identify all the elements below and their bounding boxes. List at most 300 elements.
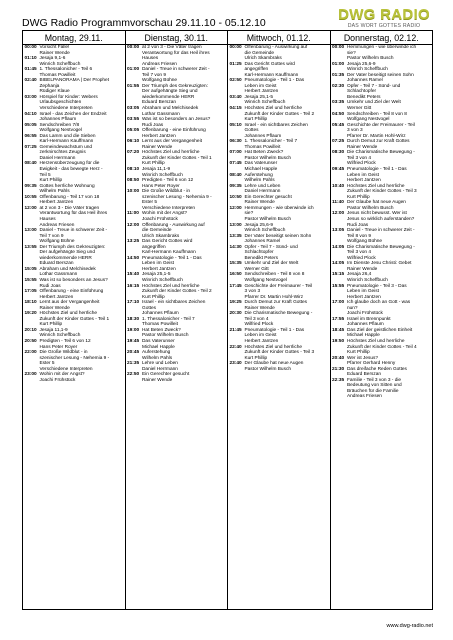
program-time: 16:50 — [229, 272, 242, 278]
program-entry — [331, 367, 433, 378]
program-time: 07:25 — [24, 144, 37, 150]
program-time: 00:00 — [127, 45, 140, 50]
program-entry — [126, 106, 228, 117]
program-time: 08:40 — [229, 172, 242, 178]
program-entry — [23, 328, 125, 339]
program-entry — [228, 150, 330, 161]
program-description: Das Ziel der geistlichen Einheit Michael Happle — [347, 327, 413, 339]
program-description: Gemeindewachstum und zerknirschtes Zeugnis Daniel Herrmann — [39, 144, 93, 161]
program-description: Pneumatologie - Teil 1 - Das Leben im Geist Herbert Jantzen — [142, 255, 202, 272]
program-time: 11:40 — [332, 200, 344, 206]
program-entry — [228, 95, 330, 106]
program-entry — [228, 184, 330, 195]
program-description: Hemmungen - wie überwinde ich sie? Pastor Wilhelm Busch — [244, 205, 314, 222]
program-time: 10:50 — [229, 194, 242, 200]
program-description: Pneumatologie - Teil 3 - Das Leben im Geist Herbert Jantzen — [347, 283, 407, 300]
program-time: 16:15 — [127, 283, 140, 289]
program-time: 14:30 — [229, 244, 242, 250]
program-entry — [331, 356, 433, 367]
program-entry — [23, 350, 125, 372]
program-time: 17:05 — [24, 289, 37, 295]
program-description: Der Triumph des Gekreuzigten: Der aufgehängte Sieg und wiederkommende HERR Eduard Berszan — [142, 83, 209, 106]
day-column-thursday — [330, 45, 433, 610]
program-time: 06:30 — [229, 139, 242, 145]
schedule-table — [22, 30, 433, 610]
program-time: 10:55 — [24, 194, 37, 200]
program-entry — [126, 167, 228, 178]
program-entry — [228, 123, 330, 140]
program-description: at 2 von 3 - Die Väter tragen Verantwortung für das Heil ihres Hauses Andreas Friesen — [142, 45, 210, 67]
program-entry — [126, 339, 228, 350]
program-description: BIBELPANORAMA | Der Prophet Zephanja Rüdiger Klaue — [39, 78, 110, 95]
program-description: Gottes herrliche Wohnung Wilhelm Pahls — [39, 183, 95, 195]
program-time: 22:00 — [24, 350, 37, 356]
program-time: 03:40 — [229, 94, 242, 100]
program-description: Der Glaube hat neue Augen Pastor Wilhelm Busch — [244, 361, 304, 372]
program-description: Jesaja 25,6-9 Winrich Scheffbuch — [347, 61, 388, 73]
program-description: Höchstes Ziel und herrliche Zukunft der Kinder Gottes - Teil 3 Kurt Phillip — [244, 344, 315, 361]
program-time: 23:40 — [229, 361, 242, 367]
program-time: 20:45 — [127, 350, 140, 356]
program-entry — [228, 62, 330, 79]
program-description: Sendschreiben 7/8 Wolfgang Nestvogel — [39, 122, 82, 134]
program-description: Höchstes Ziel und herrliche Zukunft der Kinder Gottes - Teil 2 Kurt Phillip — [244, 106, 315, 123]
program-entry — [228, 361, 330, 372]
program-time: 06:10 — [127, 139, 140, 145]
program-time: 17:10 — [127, 300, 140, 306]
program-description: Jesaja 25,6-9 Winrich Scheffbuch — [244, 222, 286, 234]
program-entry — [228, 161, 330, 172]
program-description: Offenbarung - Auswirkung auf die Gemeinde Ulrich Skambraks — [244, 45, 308, 62]
program-entry — [126, 211, 228, 222]
program-entry — [331, 245, 433, 262]
program-entry — [228, 311, 330, 328]
program-time: 15:40 — [127, 272, 140, 278]
program-description: Lernt aus der Vergangenheit Rainer Wende — [142, 139, 202, 150]
program-description: Höchstes Ziel und herrliche Zukunft der Kinder Gottes - Teil 2 Kurt Phillip — [142, 283, 212, 300]
program-description: Im Dienste Jesu Christi: Gebet Rainer Wende — [347, 261, 412, 272]
program-description: Höchstes Ziel und herrliche Zukunft der Kinder Gottes - Teil 1 Kurt Phillip — [39, 311, 110, 328]
program-entry — [228, 300, 330, 311]
program-description: Pneumatologie - Teil 1 - Das Leben im Geist Herbert Jantzen — [244, 78, 305, 95]
program-time: 08:40 — [24, 161, 37, 167]
program-time: 17:45 — [229, 283, 242, 289]
program-time: 21:30 — [332, 366, 345, 372]
program-time: 15:35 — [229, 261, 242, 267]
program-description: Geschichte der Freimaurer - Teil 3 von 3 Pfarrer Dr. Martin Hohl-Wirz — [244, 283, 313, 300]
program-time: 04:10 — [24, 111, 37, 117]
program-time: 19:00 — [127, 327, 140, 333]
program-description: Durch Demut zur Kraft Gottes Rainer Wende — [244, 300, 308, 311]
program-time: 06:55 — [24, 133, 37, 139]
program-entry — [23, 145, 125, 162]
program-entry — [126, 150, 228, 167]
program-time: 18:45 — [332, 327, 345, 333]
program-entry — [228, 234, 330, 245]
program-time: 20:10 — [24, 327, 37, 333]
program-entry — [228, 206, 330, 223]
program-entry — [228, 173, 330, 184]
program-description: Umkehr und Ziel der Welt Werner Gitt — [244, 261, 299, 272]
program-entry — [23, 195, 125, 206]
program-description: Abraham und Melchisedek Lothar Gassmann — [142, 106, 199, 117]
program-description: Offenbarung - Auswirkung auf die Gemeinde Ulrich Skambraks — [142, 222, 205, 239]
program-description: Daniel - Treue in schwerer Zeit - Teil 8 von 9 Wolfgang Bühne — [347, 228, 415, 245]
program-description: Jesaja 11,1-9 Winrich Scheffbuch — [142, 167, 183, 178]
program-time: 05:10 — [229, 122, 242, 128]
program-entry — [331, 73, 433, 84]
program-entry — [228, 245, 330, 262]
program-description: Hat Beten Zweck? Pastor Wilhelm Busch — [244, 150, 291, 161]
program-description: Ein Gerechter gesucht Rainer Wende — [142, 372, 190, 383]
footer-url: www.dwg-radio.net — [386, 623, 433, 629]
program-time: 12:00 — [229, 205, 242, 211]
program-description: Jesus nicht bewusst. Wer ist Jesus so wirklich auferstanden? Rudi Joas — [347, 211, 415, 228]
program-description: Israel - ein sichtbares Zeichen Gottes Johannes Pflaum — [244, 122, 308, 139]
program-entry — [126, 84, 228, 106]
program-entry — [23, 78, 125, 95]
program-description: Was ist so besonders an Jesus? Rudi Joas — [142, 117, 211, 128]
program-time: 10:40 — [332, 183, 345, 189]
program-description: Offenbarung - Teil 17 von 18 Herbert Jantzen — [39, 194, 100, 206]
program-time: 15:05 — [24, 266, 37, 272]
program-entry — [126, 328, 228, 339]
program-entry — [126, 272, 228, 283]
program-entry — [126, 239, 228, 256]
program-time: 13:55 — [24, 244, 37, 250]
program-description: Hat Beten Zweck? Pastor Wilhelm Busch — [142, 327, 189, 339]
program-time: 21:35 — [127, 361, 140, 367]
program-entry — [126, 300, 228, 317]
program-description: Jesaja 25,1-5 Winrich Scheffbuch — [244, 94, 286, 106]
program-entry — [331, 123, 433, 140]
program-time: 23:00 — [24, 372, 37, 378]
program-time: 01:10 — [24, 56, 37, 62]
program-entry — [23, 134, 125, 145]
program-description: Das Gericht Gottes wird angegriffen Karl-Hermann Kauffmann — [244, 61, 299, 78]
program-time: 13:05 — [332, 228, 345, 234]
program-time: 19:50 — [332, 338, 345, 344]
program-entry — [23, 206, 125, 228]
program-entry — [23, 289, 125, 300]
program-entry — [23, 278, 125, 289]
program-entry — [228, 261, 330, 272]
program-time: 18:10 — [24, 300, 37, 306]
program-time: 02:50 — [229, 78, 242, 84]
program-description: Herzensüberzeugung für die Ewigkeit - das bewegte Herz - Teil 5 Kurt Phillip — [39, 161, 103, 184]
program-description: Sendschreiben - Teil 8 von 8 Wolfgang Nestvogel — [347, 111, 407, 123]
program-time: 05:45 — [332, 122, 345, 128]
program-description: 1. Thessalonicher - Teil 7 Thomas Powilleit — [244, 139, 298, 150]
program-entry — [228, 345, 330, 362]
program-time: 01:25 — [229, 61, 242, 67]
program-entry — [331, 300, 433, 317]
program-description: Was ist so besonders an Jesus? Rudi Joas — [39, 277, 108, 289]
program-entry — [331, 317, 433, 328]
program-time: 19:20 — [24, 311, 37, 317]
program-description: Das Vaterunser Michael Happle — [244, 161, 278, 173]
program-entry — [331, 167, 433, 184]
program-time: 12:00 — [24, 205, 37, 211]
program-time: 08:50 — [127, 178, 140, 184]
program-entry — [23, 228, 125, 245]
program-entry — [228, 139, 330, 150]
program-time: 18:30 — [127, 316, 140, 322]
program-description: Durch Demut zur Kraft Gottes Rainer Wende — [347, 139, 410, 150]
program-entry — [126, 256, 228, 273]
schedule-body-row — [23, 45, 433, 610]
program-description: Israel im Brennpunkt Johannes Pflaum — [347, 316, 391, 328]
program-time: 07:00 — [229, 150, 242, 156]
schedule-header-row — [23, 31, 433, 45]
program-description: Jesaja 26,4 Winrich Scheffbuch — [347, 272, 388, 283]
program-time: 04:50 — [332, 111, 345, 117]
program-entry — [126, 361, 228, 372]
program-time: 05:05 — [24, 122, 37, 128]
program-entry — [228, 223, 330, 234]
program-time: 01:55 — [127, 83, 140, 89]
program-entry — [23, 300, 125, 311]
program-time: 22:35 — [332, 377, 345, 383]
program-entry — [228, 45, 330, 62]
program-time: 02:40 — [24, 78, 37, 84]
program-description: at 2 von 3 - Die Väter tragen Verantwortung für das Heil ihres Hauses Andreas Friesen — [39, 205, 108, 228]
program-entry — [331, 228, 433, 245]
day-header-thursday: Donnerstag, 02.12. — [330, 31, 433, 45]
program-description: Predigten - Teil 6 von 12 Hans Peter Royer — [39, 338, 91, 350]
program-entry — [331, 339, 433, 356]
program-time: 21:45 — [229, 327, 242, 333]
program-entry — [23, 67, 125, 78]
logo-brand: DWG RADIO — [338, 6, 430, 23]
program-entry — [23, 245, 125, 267]
program-entry — [331, 62, 433, 73]
program-time: 01:00 — [127, 67, 140, 73]
program-time: 12:00 — [332, 211, 345, 217]
program-entry — [23, 372, 125, 383]
program-time: 07:20 — [127, 150, 140, 156]
program-description: Lehre und Leben Daniel Herrmann — [142, 361, 178, 372]
program-time: 08:10 — [127, 167, 140, 173]
program-entry — [23, 267, 125, 278]
day-header-wednesday: Mittwoch, 01.12. — [228, 31, 331, 45]
program-description: Der Vater beseitigt seinen Sohn Johannes Ramel — [347, 72, 414, 84]
program-entry — [331, 272, 433, 283]
program-description: Pneumatologie - Teil 1 - Das Leben im Geist Herbert Jantzen — [347, 167, 407, 184]
program-description: Das Vaterunser Michael Happle — [142, 338, 175, 350]
program-entry — [331, 378, 433, 400]
program-entry — [23, 184, 125, 195]
program-time: 08:30 — [332, 150, 345, 156]
day-header-tuesday: Dienstag, 30.11. — [125, 31, 228, 45]
program-description: Umkehr und Ziel der Welt Werner Gitt — [347, 100, 401, 112]
program-entry — [331, 211, 433, 228]
program-entry — [126, 45, 228, 67]
program-description: Auferstehung Wilhelm Pahls — [142, 350, 173, 361]
program-entry — [228, 106, 330, 123]
program-description: Sendschreiben - Teil 8 von 8 Wolfgang Nestvogel — [244, 272, 305, 283]
program-time: 22:50 — [127, 372, 140, 378]
program-time: 22:40 — [229, 344, 242, 350]
program-description: 1. Thessalonicher - Teil 6 Thomas Powilleit — [39, 67, 93, 78]
program-entry — [126, 117, 228, 128]
program-description: Wohin mit der Angst? Joachi Frühstück — [39, 372, 85, 383]
program-description: Offenbarung - eine Einführung Herbert Jantzen — [39, 289, 104, 300]
program-description: Opfer - Teil 7 - Sünd- und Schlachtopfer Benedikt Peters — [244, 244, 298, 261]
program-description: Die Große Wildblut - in szenischer Lesung - Nehemia 9 - Ester 5 Verschiedene Interpreten — [142, 189, 212, 211]
program-time: 00:00 — [229, 45, 242, 50]
program-time: 17:00 — [332, 300, 345, 306]
logo-slogan: DAS WORT GOTTES RADIO — [347, 23, 421, 29]
program-time: 14:05 — [332, 244, 345, 250]
program-time: 19:25 — [229, 300, 242, 306]
day-header-monday: Montag, 29.11. — [23, 31, 126, 45]
program-entry — [23, 95, 125, 112]
program-entry — [23, 112, 125, 123]
program-time: 09:35 — [229, 183, 242, 189]
program-entry — [228, 284, 330, 301]
program-description: Daniel - Treue in schwerer Zeit - Teil 7 von 9 Wolfgang Bühne — [142, 67, 210, 84]
program-description: Jesaja 9,1-6 Winrich Scheffbuch — [39, 56, 81, 67]
program-time: 07:45 — [229, 161, 242, 167]
program-time: 20:50 — [24, 338, 37, 344]
program-time: 02:30 — [332, 83, 345, 89]
program-entry — [23, 161, 125, 183]
program-entry — [228, 328, 330, 345]
program-entry — [23, 339, 125, 350]
program-description: Israel - ein sichtbares Zeichen Gottes Johannes Pflaum — [142, 300, 206, 317]
program-time: 14:50 — [127, 255, 140, 261]
program-description: Vorsicht Falle! Rainer Wende — [39, 45, 70, 56]
program-entry — [331, 261, 433, 272]
program-time: 13:25 — [127, 239, 140, 245]
program-description: Offenbarung - eine Einführung Herbert Jantzen — [142, 128, 206, 139]
program-description: Höchstes Ziel und herrliche Zukunft der Kinder Gottes - Teil 3 Kurt Phillip — [347, 183, 417, 200]
program-time: 01:00 — [332, 61, 345, 67]
program-description: Lernt aus der Vergangenheit Rainer Wende — [39, 300, 100, 311]
program-entry — [331, 200, 433, 211]
program-description: Die Große Wildblut - in szenischer Lesung - Nehemia 9 - Ester 5 Verschiedene Interpreten — [39, 350, 110, 372]
program-description: Hemmungen - wie überwinde ich sie? Pastor Wilhelm Busch — [347, 45, 417, 62]
program-time: 09:45 — [332, 167, 345, 173]
program-entry — [331, 45, 433, 62]
program-description: Das Gericht Gottes wird angegriffen Karl-Hermann Kauffmann — [142, 239, 196, 256]
program-description: Das Lamm und die Sieben Karl-Hermann Kauffmann — [39, 133, 96, 145]
program-time: 17:55 — [332, 316, 345, 322]
program-entry — [331, 150, 433, 167]
program-description: Ein Gerechter gesucht Rainer Wende — [244, 194, 292, 206]
program-description: Ich glaube doch an Gott - was nun? Joachi Frühstück — [347, 300, 411, 317]
program-entry — [23, 123, 125, 134]
day-column-wednesday — [228, 45, 331, 610]
program-entry — [331, 84, 433, 101]
program-description: Die Charismatische Bewegung - Teil 3 von 4 Wilfried Plock — [244, 311, 313, 328]
program-time: 03:05 — [127, 106, 140, 112]
program-entry — [228, 272, 330, 283]
program-description: Höchstes Ziel und herrliche Zukunft der Kinder Gottes - Teil 1 Kurt Phillip — [142, 150, 212, 167]
program-entry — [331, 100, 433, 111]
program-entry — [126, 223, 228, 240]
day-column-tuesday — [125, 45, 228, 610]
program-time: 14:05 — [332, 261, 345, 267]
program-time: 01:45 — [24, 67, 37, 73]
program-entry — [126, 350, 228, 361]
program-description: Der Glaube hat neue Augen Pastor Wilhelm Busch — [347, 200, 406, 211]
program-time: 03:55 — [127, 117, 140, 123]
program-description: Daniel - Treue in schwerer Zeit - Teil 7 von 9 Wolfgang Bühne — [39, 228, 108, 245]
program-time: 03:00 — [24, 94, 37, 100]
program-time: 15:55 — [24, 277, 37, 283]
program-time: 01:35 — [332, 72, 345, 78]
program-entry — [331, 328, 433, 339]
program-description: Familie - Teil 3 von 3 - die Bedeutung von Sitten und Bräuchen für die Familie Andreas Friesen — [347, 377, 402, 400]
program-time: 13:35 — [229, 233, 242, 239]
program-entry — [331, 284, 433, 301]
program-time: 13:00 — [229, 222, 242, 228]
program-entry — [126, 128, 228, 139]
program-time: 04:15 — [229, 106, 242, 112]
program-entry — [126, 317, 228, 328]
program-description: Lehre und Leben Daniel Herrmann — [244, 183, 281, 195]
program-entry — [126, 284, 228, 301]
program-time: 12:00 — [127, 222, 140, 228]
program-description: Jesaja 11,1-9 Winrich Scheffbuch — [39, 327, 81, 339]
program-time: 15:15 — [332, 272, 345, 278]
program-description: Der Vater beseitigt seinen Sohn Johannes Ramel — [244, 233, 312, 245]
program-entry — [126, 189, 228, 211]
program-description: Das dreifache Reden Gottes Eduard Berszan — [347, 366, 407, 378]
program-description: 1. Thessalonicher - Teil 7 Thomas Powilleit — [142, 316, 195, 328]
program-description: Die Charismatische Bewegung - Teil 3 von 4 Wilfried Plock — [347, 150, 415, 167]
program-entry — [23, 311, 125, 328]
program-time: 00:00 — [332, 45, 345, 50]
program-entry — [331, 112, 433, 123]
program-description: Hörspiel für Kinder: Webers Urlaubsgeschichten Verschiedene Interpreten — [39, 94, 98, 112]
program-entry — [228, 195, 330, 206]
dwg-radio-logo — [334, 6, 434, 30]
program-entry — [126, 178, 228, 189]
program-entry — [126, 139, 228, 150]
program-description: Israel - das Zeichen der Endzeit Johannes Pflaum — [39, 111, 107, 123]
program-time: 05:05 — [127, 128, 140, 134]
program-description: Pneumatologie - Teil 1 - Das Leben im Geist Herbert Jantzen — [244, 327, 305, 344]
program-description: Auferstehung Wilhelm Pahls — [244, 172, 275, 184]
program-description: Wohin mit der Angst? Joachi Frühstück — [142, 211, 188, 222]
program-description: Wer ist Jesus? Pfarrer Gerhard Henny — [347, 355, 396, 367]
program-time: 09:35 — [24, 183, 37, 189]
program-time: 07:25 — [332, 139, 345, 145]
program-entry — [126, 67, 228, 84]
program-time: 11:00 — [127, 211, 139, 217]
program-description: Jesaja 25,1-5 Winrich Scheffbuch — [142, 272, 183, 283]
program-description: Geschichte der Freimaurer - Teil 3 von 3 Pfarrer Dr. Martin Hohl-Wirz — [347, 122, 415, 139]
program-entry — [228, 78, 330, 95]
program-time: 03:35 — [332, 100, 345, 106]
program-description: Abraham und Melchisedek Lothar Gassmann — [39, 266, 96, 278]
program-description: Die Charismatische Bewegung - Teil 3 von 4 Wilfried Plock — [347, 244, 415, 261]
program-time: 15:55 — [332, 283, 345, 289]
program-time: 20:40 — [332, 355, 345, 361]
program-entry — [23, 45, 125, 56]
program-entry — [331, 139, 433, 150]
program-description: Predigten - Teil 6 von 12 Hans Peter Royer — [142, 178, 194, 189]
program-entry — [126, 372, 228, 383]
program-description: Opfer - Teil 7 - Sünd- und Schlachtopfer Benedikt Peters — [347, 83, 401, 100]
program-entry — [331, 184, 433, 201]
page-title: DWG Radio Programmvorschau 29.11.10 - 05.12.10 — [22, 17, 266, 29]
program-time: 13:00 — [24, 228, 37, 234]
program-time: 20:30 — [229, 311, 242, 317]
